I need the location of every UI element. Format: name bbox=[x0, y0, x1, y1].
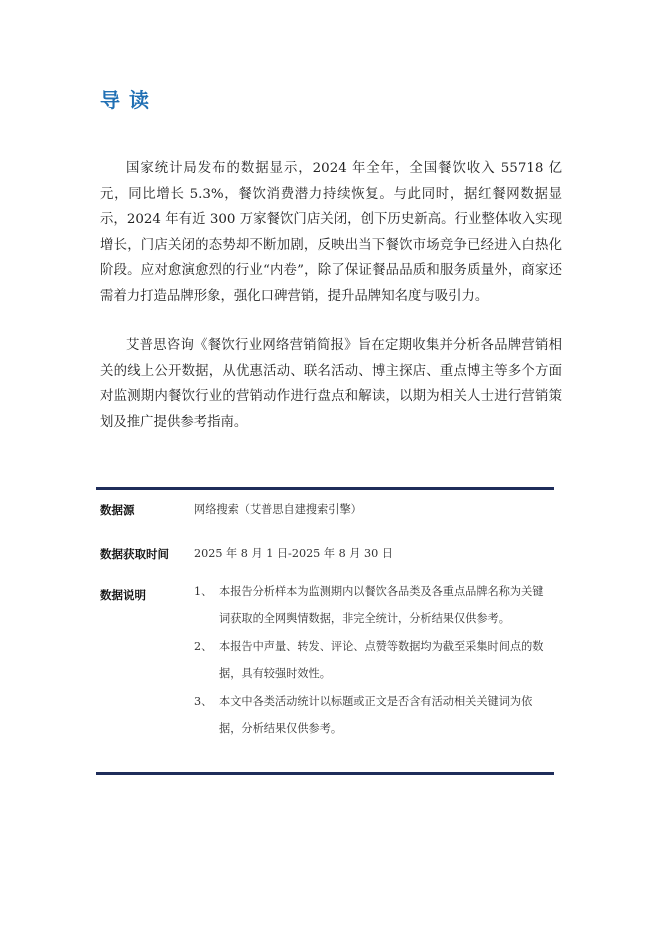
data-source-label: 数据源 bbox=[100, 503, 135, 517]
data-source-value: 网络搜索（艾普思自建搜索引擎） bbox=[194, 503, 362, 516]
note-number: 1、 bbox=[194, 585, 213, 598]
intro-paragraph-1: 国家统计局发布的数据显示，2024 年全年，全国餐饮收入 55718 亿元，同比增长 5.3%，餐饮消费潜力持续恢复。与此同时，据红餐网数据显示，2024 年有近 300 万家餐饮门店关闭，创下历史新高。行业整体收入实现增长，门店关闭的态势却不断加剧，反映出当下餐饮市场竞争已经进入白热化阶段。应对愈演愈烈的行业“内卷”，除了保证餐品品质和服务质量外，商家还需着力打造品牌形象，强化口碑营销，提升品牌知名度与吸引力。 bbox=[100, 161, 562, 304]
data-period-value: 2025 年 8 月 1 日-2025 年 8 月 30 日 bbox=[194, 547, 393, 560]
note-text: 本报告中声量、转发、评论、点赞等数据均为截至采集时间点的数据，具有较强时效性。 bbox=[219, 640, 544, 680]
note-text: 本报告分析样本为监测期内以餐饮各品类及各重点品牌名称为关键词获取的全网舆情数据，非完全统计，分析结果仅供参考。 bbox=[219, 585, 544, 625]
note-number: 3、 bbox=[194, 695, 213, 708]
note-number: 2、 bbox=[194, 640, 213, 653]
note-text: 本文中各类活动统计以标题或正文是否含有活动相关关键词为依据，分析结果仅供参考。 bbox=[219, 695, 533, 735]
page-title: 导读 bbox=[100, 88, 158, 112]
data-notes-label: 数据说明 bbox=[100, 588, 146, 602]
intro-paragraph-2: 艾普思咨询《餐饮行业网络营销简报》旨在定期收集并分析各品牌营销相关的线上公开数据，从优惠活动、联名活动、博主探店、重点博主等多个方面对监测期内餐饮行业的营销动作进行盘点和解读，以期为相关人士进行营销策划及推广提供参考指南。 bbox=[100, 338, 562, 430]
data-note-item bbox=[194, 578, 554, 632]
table-top-rule bbox=[96, 487, 554, 490]
data-note-item bbox=[194, 688, 554, 742]
table-bottom-rule bbox=[96, 772, 554, 775]
data-period-label: 数据获取时间 bbox=[100, 547, 169, 561]
data-note-item bbox=[194, 633, 554, 687]
